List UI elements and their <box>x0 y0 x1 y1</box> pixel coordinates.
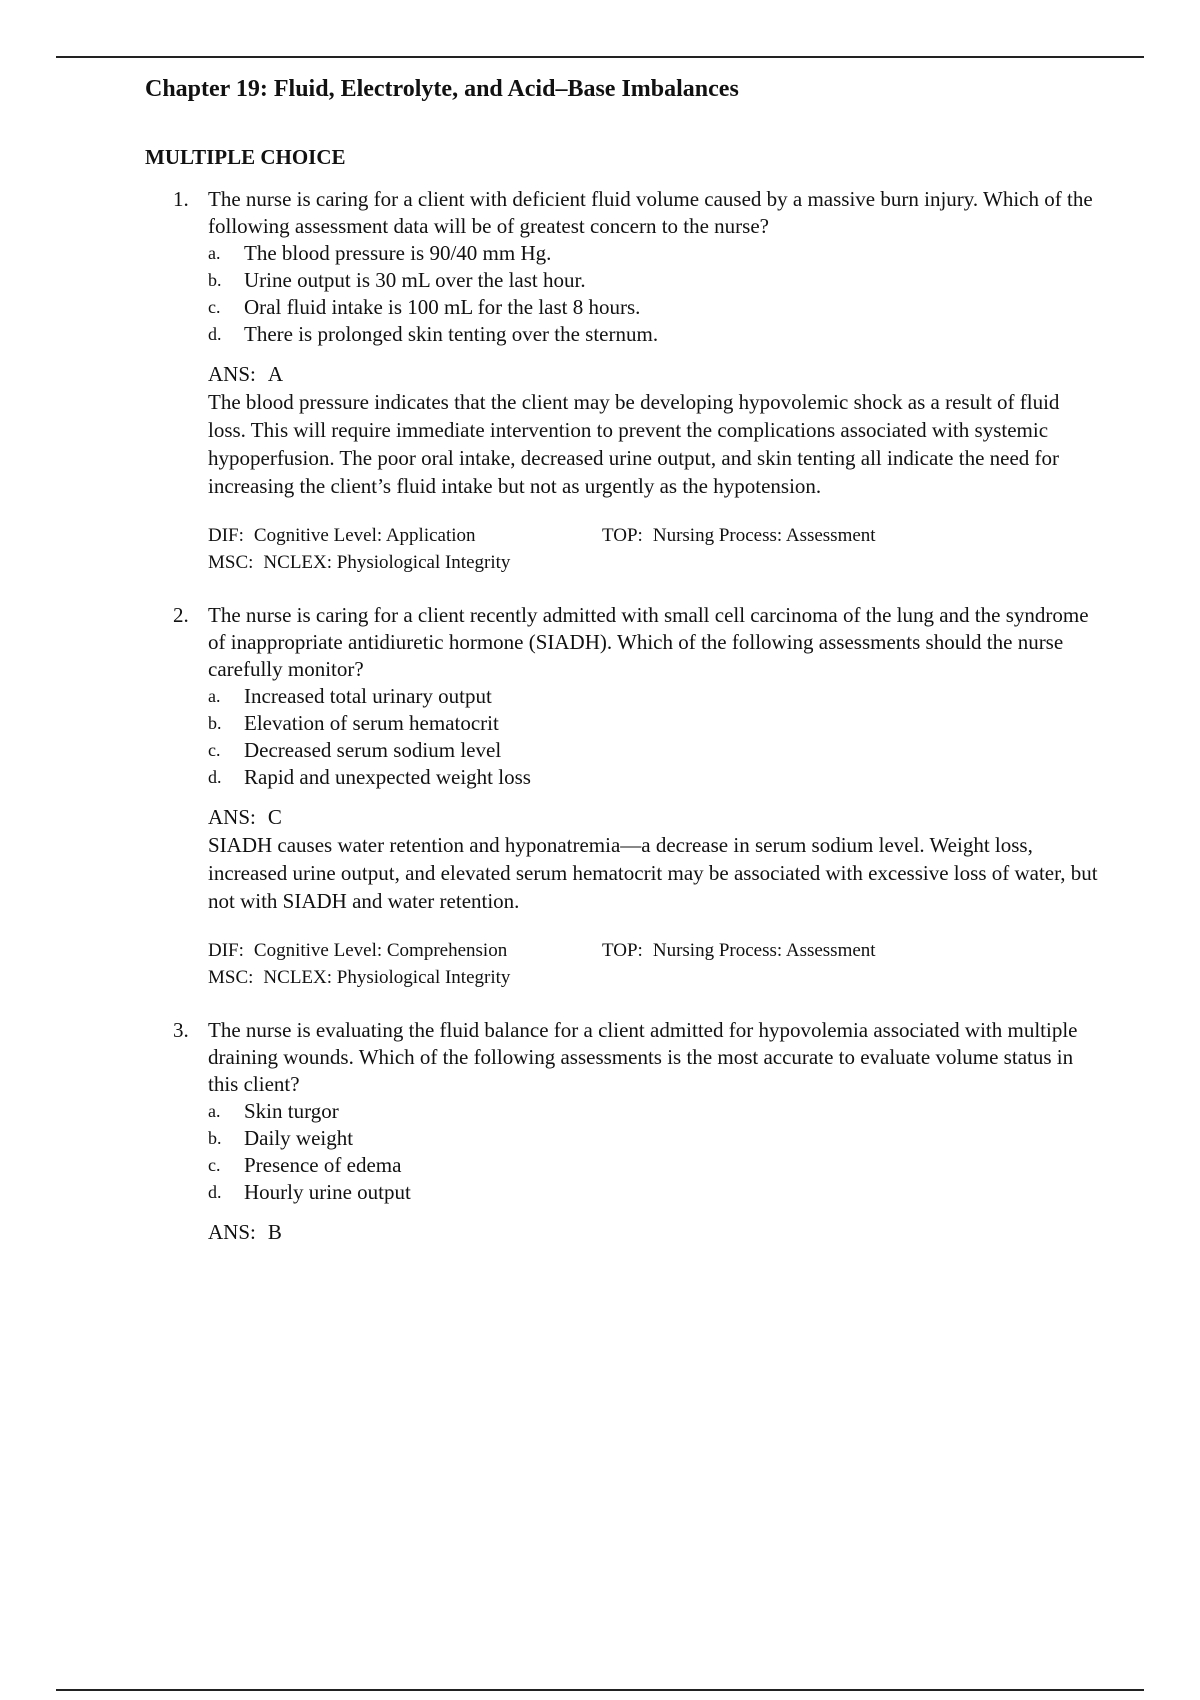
option-letter: b. <box>208 270 222 290</box>
question-3 <box>145 1017 1105 1246</box>
answer-line <box>208 360 1098 388</box>
difficulty <box>208 937 602 964</box>
dif-label: DIF: <box>208 940 244 961</box>
topic <box>602 522 876 549</box>
option-letter: c. <box>208 297 221 317</box>
meta-row <box>208 522 1105 549</box>
top-rule <box>56 56 1144 58</box>
option-letter: a. <box>208 243 221 263</box>
top-label: TOP: <box>602 525 643 546</box>
option-letter: d. <box>208 1182 222 1202</box>
answer-line <box>208 803 1098 831</box>
question-2 <box>145 602 1105 991</box>
option-list <box>208 240 1105 348</box>
msc <box>208 964 510 991</box>
option-text: Daily weight <box>244 1126 354 1150</box>
question-meta <box>208 937 1105 991</box>
option-letter: a. <box>208 686 221 706</box>
option-text: Urine output is 30 mL over the last hour. <box>244 268 586 292</box>
page-body <box>145 70 1105 1272</box>
question-stem: The nurse is caring for a client recently admitted with small cell carcinoma of the lung and the syndrome of inappropriate antidiuretic hormone (SIADH). Which of the following assessments should the nurse carefully monitor? <box>208 603 1089 681</box>
option-b <box>208 267 1105 294</box>
dif-label: DIF: <box>208 525 244 546</box>
difficulty <box>208 522 602 549</box>
answer-label: ANS: <box>208 805 256 829</box>
msc-label: MSC: <box>208 967 254 988</box>
option-list <box>208 1098 1105 1206</box>
meta-row <box>208 937 1105 964</box>
top-value: Nursing Process: Assessment <box>652 525 876 546</box>
option-c <box>208 1152 1105 1179</box>
answer-value: A <box>267 362 284 386</box>
answer-label: ANS: <box>208 1220 256 1244</box>
bottom-rule <box>56 1689 1144 1691</box>
answer-block <box>208 360 1098 500</box>
option-text: Increased total urinary output <box>244 684 492 708</box>
option-text: Rapid and unexpected weight loss <box>244 765 531 789</box>
answer-line <box>208 1218 1098 1246</box>
top-value: Nursing Process: Assessment <box>652 940 876 961</box>
question-number: 2. <box>173 603 189 627</box>
rationale: The blood pressure indicates that the client may be developing hypovolemic shock as a result of fluid loss. This will require immediate intervention to prevent the complications associated with systemic hypoperfusion. The poor oral intake, decreased urine output, and skin tenting all indicate the need for increasing the client’s fluid intake but not as urgently as the hypotension. <box>208 390 1060 498</box>
question-number: 1. <box>173 187 189 211</box>
answer-block <box>208 1218 1098 1246</box>
option-a <box>208 683 1105 710</box>
option-letter: b. <box>208 713 222 733</box>
option-text: There is prolonged skin tenting over the sternum. <box>244 322 659 346</box>
option-c <box>208 294 1105 321</box>
option-a <box>208 240 1105 267</box>
dif-value: Cognitive Level: Application <box>253 525 476 546</box>
answer-block <box>208 803 1098 915</box>
option-b <box>208 1125 1105 1152</box>
topic <box>602 937 876 964</box>
answer-label: ANS: <box>208 362 256 386</box>
option-letter: d. <box>208 324 222 344</box>
option-letter: d. <box>208 767 222 787</box>
question-stem: The nurse is caring for a client with deficient fluid volume caused by a massive burn injury. Which of the following assessment data will be of greatest concern to the nurse? <box>208 187 1093 238</box>
option-letter: b. <box>208 1128 222 1148</box>
option-text: Oral fluid intake is 100 mL for the last 8 hours. <box>244 295 641 319</box>
question-number: 3. <box>173 1018 189 1042</box>
question-1 <box>145 186 1105 576</box>
msc-label: MSC: <box>208 552 254 573</box>
msc <box>208 549 510 576</box>
option-d <box>208 321 1105 348</box>
option-list <box>208 683 1105 791</box>
option-d <box>208 1179 1105 1206</box>
dif-value: Cognitive Level: Comprehension <box>253 940 508 961</box>
answer-value: C <box>267 805 282 829</box>
option-text: Skin turgor <box>244 1099 339 1123</box>
question-stem: The nurse is evaluating the fluid balance for a client admitted for hypovolemia associated with multiple draining wounds. Which of the following assessments is the most accurate to evaluate volume status in this client? <box>208 1018 1078 1096</box>
option-text: Hourly urine output <box>244 1180 411 1204</box>
msc-value: NCLEX: Physiological Integrity <box>263 967 511 988</box>
top-label: TOP: <box>602 940 643 961</box>
question-list <box>145 186 1105 1246</box>
option-text: Elevation of serum hematocrit <box>244 711 499 735</box>
option-a <box>208 1098 1105 1125</box>
question-meta <box>208 522 1105 576</box>
option-d <box>208 764 1105 791</box>
answer-value: B <box>267 1220 282 1244</box>
option-letter: a. <box>208 1101 221 1121</box>
msc-value: NCLEX: Physiological Integrity <box>263 552 511 573</box>
option-text: The blood pressure is 90/40 mm Hg. <box>244 241 552 265</box>
option-c <box>208 737 1105 764</box>
option-text: Decreased serum sodium level <box>244 738 502 762</box>
option-letter: c. <box>208 1155 221 1175</box>
option-letter: c. <box>208 740 221 760</box>
rationale: SIADH causes water retention and hyponatremia—a decrease in serum sodium level. Weight loss, increased urine output, and elevated serum hematocrit may be associated with excessive loss of water, but not with SIADH and water retention. <box>208 833 1098 913</box>
section-title: MULTIPLE CHOICE <box>145 145 346 169</box>
option-b <box>208 710 1105 737</box>
meta-row <box>208 549 1105 576</box>
chapter-title: Chapter 19: Fluid, Electrolyte, and Acid–Base Imbalances <box>145 76 739 102</box>
option-text: Presence of edema <box>244 1153 402 1177</box>
meta-row <box>208 964 1105 991</box>
